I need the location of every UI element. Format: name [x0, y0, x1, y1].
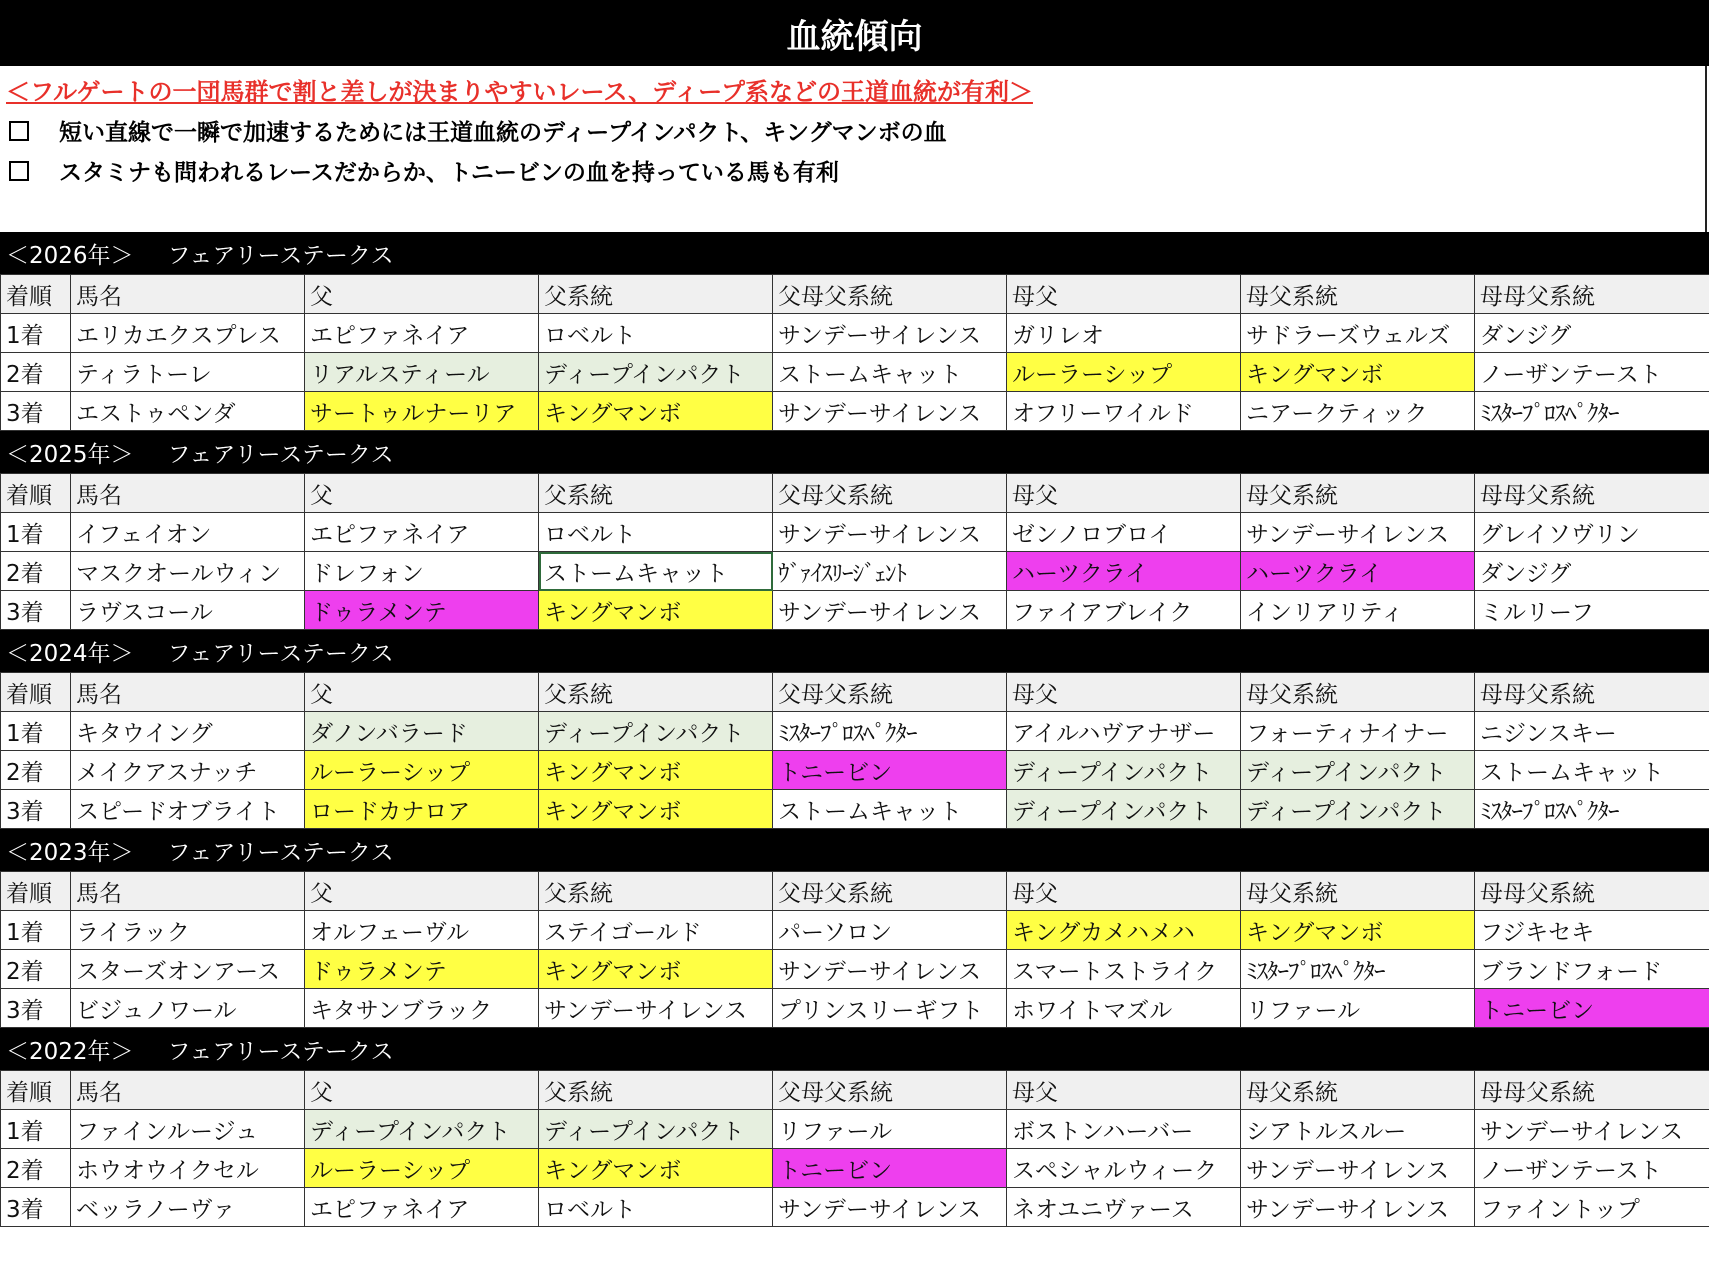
table-row [1, 712, 1709, 751]
table-cell[interactable]: エピファネイア [305, 1188, 539, 1227]
table-row [1, 353, 1709, 392]
table-cell[interactable]: キングマンボ [539, 751, 773, 790]
table-row [1, 1110, 1709, 1149]
table-cell[interactable]: グレイソヴリン [1475, 513, 1709, 552]
table-cell[interactable]: フジキセキ [1475, 911, 1709, 950]
table-row [1, 1149, 1709, 1188]
table-cell[interactable]: キタウイング [71, 712, 305, 751]
table-cell[interactable]: イフェイオン [71, 513, 305, 552]
table-cell[interactable]: キングマンボ [539, 950, 773, 989]
column-header[interactable]: 父系統 [539, 474, 773, 513]
table-cell[interactable]: スターズオンアース [71, 950, 305, 989]
table-cell[interactable]: キングマンボ [539, 392, 773, 431]
table-cell[interactable]: ノーザンテースト [1475, 1149, 1709, 1188]
table-cell[interactable]: ラヴスコール [71, 591, 305, 630]
column-header[interactable]: 母父 [1007, 673, 1241, 712]
table-cell[interactable]: ドレフォン [305, 552, 539, 591]
section-year: ＜2022年＞ [6, 1038, 134, 1065]
table-row [1, 552, 1709, 591]
column-header[interactable]: 父系統 [539, 872, 773, 911]
table-cell[interactable]: ホウオウイクセル [71, 1149, 305, 1188]
table-cell[interactable]: キングマンボ [539, 1149, 773, 1188]
table-cell[interactable]: ダンジグ [1475, 552, 1709, 591]
table-cell[interactable]: ルーラーシップ [305, 1149, 539, 1188]
column-header[interactable]: 着順 [1, 673, 71, 712]
section-year: ＜2026年＞ [6, 242, 134, 269]
section-race: フェアリーステークス [167, 839, 394, 866]
table-cell[interactable]: サンデーサイレンス [539, 989, 773, 1028]
column-header[interactable]: 馬名 [71, 673, 305, 712]
table-row [1, 751, 1709, 790]
table-cell[interactable]: ディープインパクト [539, 1110, 773, 1149]
column-header[interactable]: 父 [305, 1071, 539, 1110]
table-cell[interactable]: ﾐｽﾀｰﾌﾟﾛｽﾍﾟｸﾀｰ [1475, 392, 1709, 431]
table-cell[interactable]: サンデーサイレンス [773, 1188, 1007, 1227]
table-cell[interactable]: エストゥペンダ [71, 392, 305, 431]
table-cell[interactable]: サンデーサイレンス [1241, 1149, 1475, 1188]
table-cell[interactable]: ﾐｽﾀｰﾌﾟﾛｽﾍﾟｸﾀｰ [1241, 950, 1475, 989]
column-header[interactable]: 父系統 [539, 673, 773, 712]
column-header[interactable]: 馬名 [71, 474, 305, 513]
section-race: フェアリーステークス [167, 441, 394, 468]
bullet-item [6, 114, 947, 147]
rank-cell[interactable]: 1着 [1, 314, 71, 353]
rank-cell[interactable]: 2着 [1, 751, 71, 790]
column-header[interactable]: 母母父系統 [1475, 275, 1709, 314]
table-cell[interactable]: パーソロン [773, 911, 1007, 950]
table-cell[interactable]: キングカメハメハ [1007, 911, 1241, 950]
rank-cell[interactable]: 1着 [1, 911, 71, 950]
table-cell[interactable]: ストームキャット [1475, 751, 1709, 790]
section-header [0, 630, 1709, 672]
table-cell[interactable]: ロードカナロア [305, 790, 539, 829]
table-cell[interactable]: ロベルト [539, 513, 773, 552]
table-cell[interactable]: ストームキャット [773, 353, 1007, 392]
column-header[interactable]: 父 [305, 275, 539, 314]
results-table [0, 274, 1709, 431]
section-race: フェアリーステークス [167, 640, 394, 667]
table-cell[interactable]: キングマンボ [1241, 353, 1475, 392]
table-cell[interactable]: ディープインパクト [539, 353, 773, 392]
table-cell[interactable]: リアルスティール [305, 353, 539, 392]
checkbox-icon [9, 121, 29, 141]
rank-cell[interactable]: 3着 [1, 392, 71, 431]
column-header[interactable]: 父系統 [539, 275, 773, 314]
table-cell[interactable]: ブランドフォード [1475, 950, 1709, 989]
table-cell[interactable]: サンデーサイレンス [1241, 513, 1475, 552]
table-cell[interactable]: スマートストライク [1007, 950, 1241, 989]
rank-cell[interactable]: 3着 [1, 591, 71, 630]
page-title: 血統傾向 [0, 0, 1709, 66]
table-cell[interactable]: サートゥルナーリア [305, 392, 539, 431]
rank-cell[interactable]: 3着 [1, 989, 71, 1028]
table-cell[interactable]: メイクアスナッチ [71, 751, 305, 790]
column-header[interactable]: 母父 [1007, 1071, 1241, 1110]
table-cell[interactable]: サンデーサイレンス [773, 513, 1007, 552]
section-header [0, 431, 1709, 473]
column-header[interactable]: 着順 [1, 275, 71, 314]
table-cell[interactable]: ガリレオ [1007, 314, 1241, 353]
table-cell[interactable]: キングマンボ [539, 790, 773, 829]
rank-cell[interactable]: 1着 [1, 1110, 71, 1149]
column-header[interactable]: 父母父系統 [773, 1071, 1007, 1110]
table-cell[interactable]: ボストンハーバー [1007, 1110, 1241, 1149]
table-cell[interactable]: ステイゴールド [539, 911, 773, 950]
column-header[interactable]: 母父系統 [1241, 474, 1475, 513]
section-header [0, 1028, 1709, 1070]
bullet-text: 短い直線で一瞬で加速するためには王道血統のディープインパクト、キングマンボの血 [59, 120, 947, 146]
table-cell[interactable]: ルーラーシップ [1007, 353, 1241, 392]
table-cell[interactable]: ディープインパクト [305, 1110, 539, 1149]
column-header[interactable]: 母父系統 [1241, 872, 1475, 911]
column-header[interactable]: 馬名 [71, 275, 305, 314]
table-row [1, 513, 1709, 552]
table-cell[interactable]: トニービン [773, 751, 1007, 790]
table-cell[interactable]: アイルハヴアナザー [1007, 712, 1241, 751]
table-cell[interactable]: ライラック [71, 911, 305, 950]
table-cell[interactable]: ディープインパクト [1241, 790, 1475, 829]
table-cell[interactable]: スペシャルウィーク [1007, 1149, 1241, 1188]
column-header[interactable]: 母母父系統 [1475, 1071, 1709, 1110]
rank-cell[interactable]: 1着 [1, 712, 71, 751]
results-table [0, 672, 1709, 829]
table-cell[interactable]: ディープインパクト [539, 712, 773, 751]
table-cell[interactable]: フォーティナイナー [1241, 712, 1475, 751]
section-race: フェアリーステークス [167, 1038, 394, 1065]
table-cell[interactable]: サンデーサイレンス [773, 950, 1007, 989]
column-header[interactable]: 父 [305, 474, 539, 513]
column-header[interactable]: 父 [305, 872, 539, 911]
table-cell[interactable]: ホワイトマズル [1007, 989, 1241, 1028]
table-cell[interactable]: ダンジグ [1475, 314, 1709, 353]
table-cell[interactable]: ﾐｽﾀｰﾌﾟﾛｽﾍﾟｸﾀｰ [1475, 790, 1709, 829]
table-cell[interactable]: トニービン [773, 1149, 1007, 1188]
column-header[interactable]: 母父系統 [1241, 1071, 1475, 1110]
checkbox-icon [9, 161, 29, 181]
bullet-item [6, 154, 839, 187]
rank-cell[interactable]: 2着 [1, 950, 71, 989]
rank-cell[interactable]: 2着 [1, 353, 71, 392]
table-cell[interactable]: ビジュノワール [71, 989, 305, 1028]
table-header-row [1, 1071, 1709, 1110]
table-cell[interactable]: インリアリティ [1241, 591, 1475, 630]
table-cell[interactable]: スピードオブライト [71, 790, 305, 829]
table-header-row [1, 275, 1709, 314]
section-race: フェアリーステークス [167, 242, 394, 269]
column-header[interactable]: 母父 [1007, 872, 1241, 911]
column-header[interactable]: 母母父系統 [1475, 673, 1709, 712]
table-cell[interactable]: ドゥラメンテ [305, 591, 539, 630]
section-header [0, 829, 1709, 871]
table-cell[interactable]: プリンスリーギフト [773, 989, 1007, 1028]
results-table [0, 1070, 1709, 1227]
table-row [1, 591, 1709, 630]
bullet-text: スタミナも問われるレースだからか、トニービンの血を持っている馬も有利 [59, 160, 839, 186]
table-cell[interactable]: サンデーサイレンス [773, 591, 1007, 630]
table-cell[interactable]: ﾐｽﾀｰﾌﾟﾛｽﾍﾟｸﾀｰ [773, 712, 1007, 751]
table-header-row [1, 673, 1709, 712]
table-cell[interactable]: ミルリーフ [1475, 591, 1709, 630]
table-cell[interactable]: オルフェーヴル [305, 911, 539, 950]
column-header[interactable]: 父母父系統 [773, 474, 1007, 513]
rank-cell[interactable]: 2着 [1, 1149, 71, 1188]
table-cell[interactable]: オフリーワイルド [1007, 392, 1241, 431]
table-cell[interactable]: トニービン [1475, 989, 1709, 1028]
rank-cell[interactable]: 2着 [1, 552, 71, 591]
column-header[interactable]: 馬名 [71, 1071, 305, 1110]
column-header[interactable]: 母母父系統 [1475, 474, 1709, 513]
table-cell[interactable]: エピファネイア [305, 314, 539, 353]
table-cell[interactable]: ベッラノーヴァ [71, 1188, 305, 1227]
table-cell[interactable]: ディープインパクト [1007, 751, 1241, 790]
table-cell[interactable]: ディープインパクト [1241, 751, 1475, 790]
table-cell[interactable]: ロベルト [539, 1188, 773, 1227]
table-cell[interactable]: サンデーサイレンス [1475, 1110, 1709, 1149]
table-cell[interactable]: ファイアブレイク [1007, 591, 1241, 630]
table-cell[interactable]: ファイントップ [1475, 1188, 1709, 1227]
table-cell[interactable]: ダノンバラード [305, 712, 539, 751]
column-header[interactable]: 父母父系統 [773, 673, 1007, 712]
section-header [0, 232, 1709, 274]
table-cell[interactable]: サンデーサイレンス [773, 392, 1007, 431]
table-row [1, 314, 1709, 353]
column-header[interactable]: 着順 [1, 1071, 71, 1110]
table-cell[interactable]: キングマンボ [1241, 911, 1475, 950]
table-cell[interactable]: ハーツクライ [1241, 552, 1475, 591]
column-header[interactable]: 父系統 [539, 1071, 773, 1110]
results-table [0, 871, 1709, 1028]
column-header[interactable]: 着順 [1, 872, 71, 911]
results-table [0, 473, 1709, 630]
table-row [1, 392, 1709, 431]
table-cell[interactable]: リファール [773, 1110, 1007, 1149]
rank-cell[interactable]: 1着 [1, 513, 71, 552]
table-cell[interactable]: ｳﾞｧｲｽﾘｰｼﾞｪﾝﾄ [773, 552, 1007, 591]
table-cell[interactable]: ストームキャット [539, 552, 773, 591]
column-header[interactable]: 母父系統 [1241, 673, 1475, 712]
column-header[interactable]: 父 [305, 673, 539, 712]
table-cell[interactable]: ノーザンテースト [1475, 353, 1709, 392]
table-cell[interactable]: キタサンブラック [305, 989, 539, 1028]
table-cell[interactable]: ティラトーレ [71, 353, 305, 392]
notes-panel [0, 66, 1707, 232]
rank-cell[interactable]: 3着 [1, 790, 71, 829]
rank-cell[interactable]: 3着 [1, 1188, 71, 1227]
results-sections [0, 232, 1709, 1227]
headline: ＜フルゲートの一団馬群で割と差しが決まりやすいレース、ディープ系などの王道血統が有利＞ [6, 78, 1033, 106]
table-cell[interactable]: シアトルスルー [1241, 1110, 1475, 1149]
table-cell[interactable]: ハーツクライ [1007, 552, 1241, 591]
table-header-row [1, 872, 1709, 911]
table-row [1, 790, 1709, 829]
table-cell[interactable]: ニジンスキー [1475, 712, 1709, 751]
column-header[interactable]: 母父系統 [1241, 275, 1475, 314]
column-header[interactable]: 父母父系統 [773, 872, 1007, 911]
section-year: ＜2024年＞ [6, 640, 134, 667]
table-cell[interactable]: ネオユニヴァース [1007, 1188, 1241, 1227]
table-row [1, 1188, 1709, 1227]
column-header[interactable]: 着順 [1, 474, 71, 513]
table-cell[interactable]: ドゥラメンテ [305, 950, 539, 989]
table-row [1, 989, 1709, 1028]
column-header[interactable]: 母母父系統 [1475, 872, 1709, 911]
table-header-row [1, 474, 1709, 513]
table-cell[interactable]: サンデーサイレンス [1241, 1188, 1475, 1227]
section-year: ＜2023年＞ [6, 839, 134, 866]
table-cell[interactable]: マスクオールウィン [71, 552, 305, 591]
table-cell[interactable]: ニアークティック [1241, 392, 1475, 431]
table-cell[interactable]: ロベルト [539, 314, 773, 353]
table-cell[interactable]: エピファネイア [305, 513, 539, 552]
column-header[interactable]: 母父 [1007, 275, 1241, 314]
table-cell[interactable]: ファインルージュ [71, 1110, 305, 1149]
column-header[interactable]: 馬名 [71, 872, 305, 911]
table-cell[interactable]: サドラーズウェルズ [1241, 314, 1475, 353]
table-cell[interactable]: サンデーサイレンス [773, 314, 1007, 353]
table-row [1, 950, 1709, 989]
table-cell[interactable]: エリカエクスプレス [71, 314, 305, 353]
table-cell[interactable]: リファール [1241, 989, 1475, 1028]
column-header[interactable]: 母父 [1007, 474, 1241, 513]
table-cell[interactable]: ゼンノロブロイ [1007, 513, 1241, 552]
table-cell[interactable]: ディープインパクト [1007, 790, 1241, 829]
column-header[interactable]: 父母父系統 [773, 275, 1007, 314]
section-year: ＜2025年＞ [6, 441, 134, 468]
table-cell[interactable]: ルーラーシップ [305, 751, 539, 790]
table-cell[interactable]: キングマンボ [539, 591, 773, 630]
table-row [1, 911, 1709, 950]
table-cell[interactable]: ストームキャット [773, 790, 1007, 829]
